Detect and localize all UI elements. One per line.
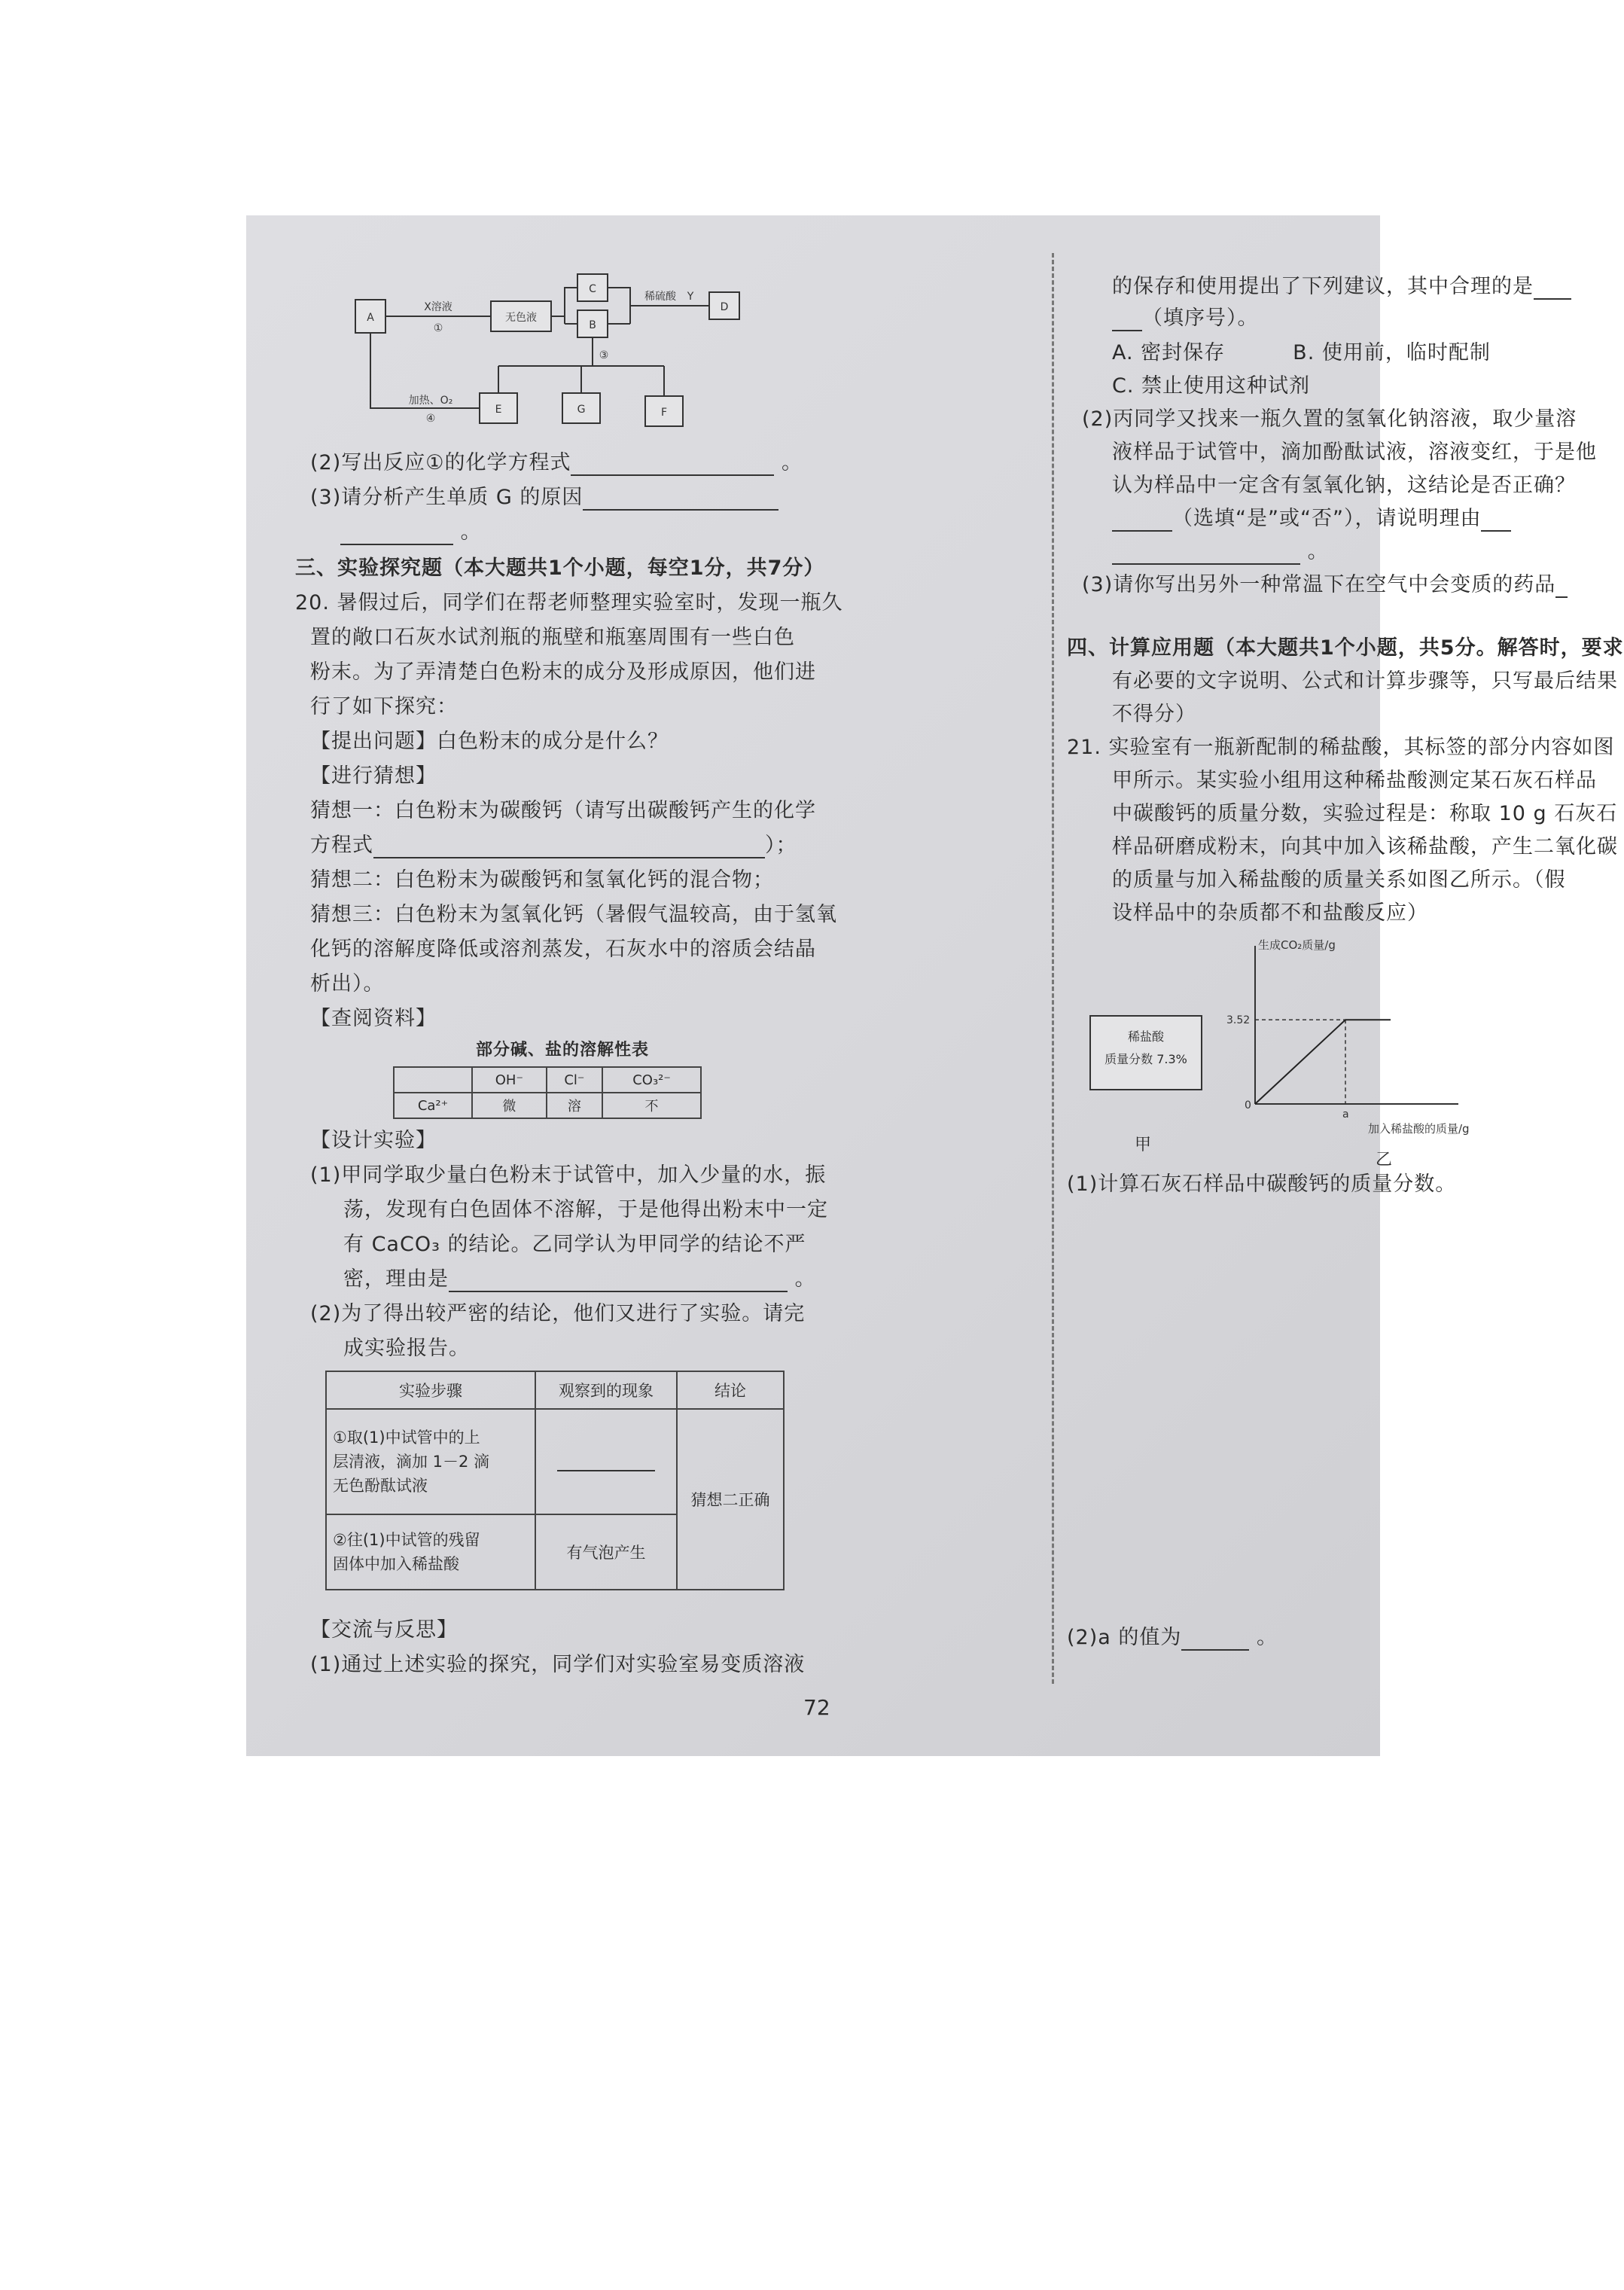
q21-line6: 设样品中的杂质都不和盐酸反应） [1112, 901, 1428, 925]
ask-question: 【提出问题】白色粉末的成分是什么？ [310, 730, 669, 753]
report-step1-l1: ①取(1)中试管中的上 [333, 1429, 480, 1447]
right-r3-text: (3)请你写出另外一种常温下在空气中会变质的药品 [1082, 573, 1556, 596]
origin-label: 0 [1245, 1099, 1251, 1111]
guess1-line1: 猜想一：白色粉末为碳酸钙（请写出碳酸钙产生的化学 [310, 799, 816, 822]
right-r2-fill-text: （选填“是”或“否”），请说明理由 [1172, 507, 1482, 530]
reflect1: (1)通过上述实验的探究，同学们对实验室易变质溶液 [310, 1653, 806, 1676]
right-r2-blank1[interactable] [1112, 530, 1172, 532]
report-step2-l1: ②往(1)中试管的残留 [333, 1531, 480, 1549]
sol-h1: OH⁻ [472, 1067, 547, 1093]
right-column [1059, 215, 1624, 1756]
x-axis-label: 加入稀盐酸的质量/g [1368, 1122, 1470, 1136]
solubility-header-row [394, 1067, 701, 1093]
q19-sub2-text: (2)写出反应①的化学方程式 [310, 451, 571, 474]
node-A-label: A [367, 312, 374, 324]
q20-line2: 置的敞口石灰水试剂瓶的瓶壁和瓶塞周围有一些白色 [310, 626, 795, 649]
report-step1-l2: 层清液，滴加 1－2 滴 [333, 1453, 490, 1471]
q19-sub2-blank[interactable] [571, 474, 774, 476]
right-line1 [1112, 274, 1571, 300]
right-r3 [1082, 572, 1568, 598]
flow-diagram [310, 215, 1056, 441]
right-r3-blank[interactable] [1555, 596, 1568, 598]
report-step2-l2: 固体中加入稀盐酸 [333, 1555, 459, 1573]
guess3-line2: 化钙的溶解度降低或溶剂蒸发，石灰水中的溶质会结晶 [310, 938, 816, 961]
report-step2 [326, 1514, 535, 1590]
node-C-label: C [589, 283, 596, 295]
edge4-label: 加热、O₂ [408, 395, 453, 407]
design1-line1: (1)甲同学取少量白色粉末于试管中，加入少量的水，振 [310, 1163, 827, 1187]
edge2b-label: Y [687, 291, 694, 303]
design1-reason-label: 密，理由是 [343, 1267, 449, 1291]
design1-reason-blank[interactable] [449, 1291, 788, 1292]
design2-line2: 成实验报告。 [343, 1337, 470, 1360]
right-line1-blank[interactable] [1534, 298, 1571, 300]
edge3-circle: ③ [599, 349, 609, 361]
report-step1 [326, 1409, 535, 1514]
report-obs2: 有气泡产生 [535, 1514, 677, 1590]
y-tick-label: 3.52 [1226, 1014, 1251, 1027]
node-B-label: B [589, 319, 596, 331]
report-h-conclusion: 结论 [677, 1371, 784, 1409]
guess1-end: ）； [765, 834, 797, 857]
solubility-table-title: 部分碱、盐的溶解性表 [476, 1041, 650, 1060]
exam-page [246, 215, 1624, 1756]
right-line2 [1112, 306, 1259, 331]
page-number: 72 [803, 1695, 830, 1720]
report-row-1 [326, 1409, 784, 1514]
report-h-step: 实验步骤 [326, 1371, 535, 1409]
report-header-row [326, 1371, 784, 1409]
acid-label-box [1089, 1015, 1202, 1090]
guess1-equation-label: 方程式 [310, 834, 373, 857]
sol-h3: CO₃²⁻ [602, 1067, 701, 1093]
sol-r2: 溶 [547, 1093, 602, 1118]
q19-sub3 [310, 485, 778, 511]
section4-line3: 不得分） [1112, 703, 1196, 726]
right-r2-line5: 。 [1112, 539, 1329, 565]
q19-sub3-text: (3)请分析产生单质 G 的原因 [310, 486, 583, 509]
report-step1-l3: 无色酚酞试液 [333, 1477, 428, 1495]
y-axis-label: 生成CO₂质量/g [1258, 938, 1336, 952]
node-E-label: E [495, 404, 502, 416]
sol-h0 [394, 1067, 472, 1093]
q20-line4: 行了如下探究： [310, 695, 458, 718]
q21-sub2: (2)a 的值为 。 [1067, 1626, 1278, 1649]
option-c: C. 禁止使用这种试剂 [1112, 374, 1311, 398]
co2-chart [1225, 938, 1473, 1157]
edge2-label: 稀硫酸 [644, 291, 676, 303]
option-b: B. 使用前，临时配制 [1293, 341, 1491, 364]
sol-r1: 微 [472, 1093, 547, 1118]
info-heading: 【查阅资料】 [310, 1007, 437, 1030]
q20-line1: 20. 暑假过后，同学们在帮老师整理实验室时，发现一瓶久 [295, 591, 843, 614]
guess1-equation-blank[interactable] [373, 857, 765, 858]
design2-line1: (2)为了得出较严密的结论，他们又进行了实验。请完 [310, 1302, 806, 1325]
node-mid-label: 无色液 [505, 312, 537, 324]
figure-yi-label: 乙 [1376, 1151, 1394, 1169]
q21-sub1: (1)计算石灰石样品中碳酸钙的质量分数。 [1067, 1172, 1457, 1196]
q19-sub2: (2)写出反应①的化学方程式 。 [310, 451, 803, 474]
right-line2-text: （填序号）。 [1142, 306, 1259, 330]
co2-series-line [1255, 1020, 1391, 1104]
right-line2-blank[interactable] [1112, 330, 1142, 331]
right-r2-line3: 认为样品中一定含有氢氧化钠，这结论是否正确？ [1112, 474, 1576, 497]
q19-sub3-blank[interactable] [583, 509, 778, 511]
right-r2-line1: (2)丙同学又找来一瓶久置的氢氧化钠溶液，取少量溶 [1082, 407, 1577, 431]
edge1-label: X溶液 [424, 301, 452, 313]
right-line1-text: 的保存和使用提出了下列建议，其中合理的是 [1112, 275, 1534, 298]
q21-line4: 样品研磨成粉末，向其中加入该稀盐酸，产生二氧化碳 [1112, 835, 1618, 858]
q21-line2: 甲所示。某实验小组用这种稀盐酸测定某石灰石样品 [1112, 769, 1597, 792]
sol-h2: Cl⁻ [547, 1067, 602, 1093]
sol-r0: Ca²⁺ [394, 1093, 472, 1118]
section3-heading: 三、实验探究题（本大题共1个小题，每空1分，共7分） [295, 556, 825, 580]
report-conclusion: 猜想二正确 [677, 1409, 784, 1590]
q21-sub2-text: (2)a 的值为 [1067, 1626, 1182, 1649]
experiment-report-table [325, 1371, 785, 1590]
q19-sub3-blank2[interactable] [340, 544, 453, 545]
section4-line2: 有必要的文字说明、公式和计算步骤等，只写最后结果 [1112, 669, 1618, 693]
q21-line5: 的质量与加入稀盐酸的质量关系如图乙所示。（假 [1112, 868, 1566, 892]
sol-r3: 不 [602, 1093, 701, 1118]
acid-label-line1: 稀盐酸 [1127, 1029, 1164, 1044]
guess3-line1: 猜想三：白色粉末为氢氧化钙（暑假气温较高，由于氢氧 [310, 903, 837, 926]
q21-line1: 21. 实验室有一瓶新配制的稀盐酸，其标签的部分内容如图 [1067, 736, 1615, 759]
q20-line3: 粉末。为了弄清楚白色粉末的成分及形成原因，他们进 [310, 660, 816, 684]
solubility-table [393, 1066, 702, 1119]
guess1-line2 [310, 833, 797, 858]
right-options-ab [1112, 340, 1491, 366]
guess3-line3: 析出）。 [310, 972, 385, 996]
report-obs1-blank[interactable] [557, 1452, 655, 1471]
figure-jia-label: 甲 [1135, 1136, 1153, 1154]
design1-line3: 有 CaCO₃ 的结论。乙同学认为甲同学的结论不严 [343, 1233, 806, 1256]
report-h-observe: 观察到的现象 [535, 1371, 677, 1409]
x-tick-label: a [1342, 1108, 1349, 1121]
left-column [295, 215, 1056, 1756]
node-G-label: G [577, 404, 586, 416]
guess2: 猜想二：白色粉末为碳酸钙和氢氧化钙的混合物； [310, 868, 774, 892]
right-r2-line4 [1112, 506, 1511, 532]
guess-heading: 【进行猜想】 [310, 764, 437, 788]
right-r2-blank2[interactable] [1481, 530, 1511, 532]
q21-sub2-blank[interactable] [1181, 1649, 1249, 1651]
edge1-circle: ① [433, 322, 443, 334]
design1-line2: 荡，发现有白色固体不溶解，于是他得出粉末中一定 [343, 1198, 828, 1221]
right-r2-blank3[interactable] [1112, 563, 1300, 565]
q21-line3: 中碳酸钙的质量分数，实验过程是：称取 10 g 石灰石 [1112, 802, 1618, 825]
edge4-circle: ④ [425, 413, 436, 425]
right-r2-line2: 液样品于试管中，滴加酚酞试液，溶液变红，于是他 [1112, 441, 1597, 464]
q19-sub3-cont: 。 [340, 520, 482, 545]
node-F-label: F [660, 407, 668, 419]
design-heading: 【设计实验】 [310, 1129, 437, 1152]
reflect-heading: 【交流与反思】 [310, 1618, 458, 1642]
option-a: A. 密封保存 [1112, 341, 1226, 364]
report-obs1 [535, 1409, 677, 1514]
section4-line1: 四、计算应用题（本大题共1个小题，共5分。解答时，要求 [1067, 636, 1624, 660]
solubility-row-ca [394, 1093, 701, 1118]
acid-label-line2: 质量分数 7.3% [1105, 1052, 1187, 1066]
design1-line4: 密，理由是 。 [343, 1267, 816, 1291]
node-D-label: D [720, 301, 729, 313]
